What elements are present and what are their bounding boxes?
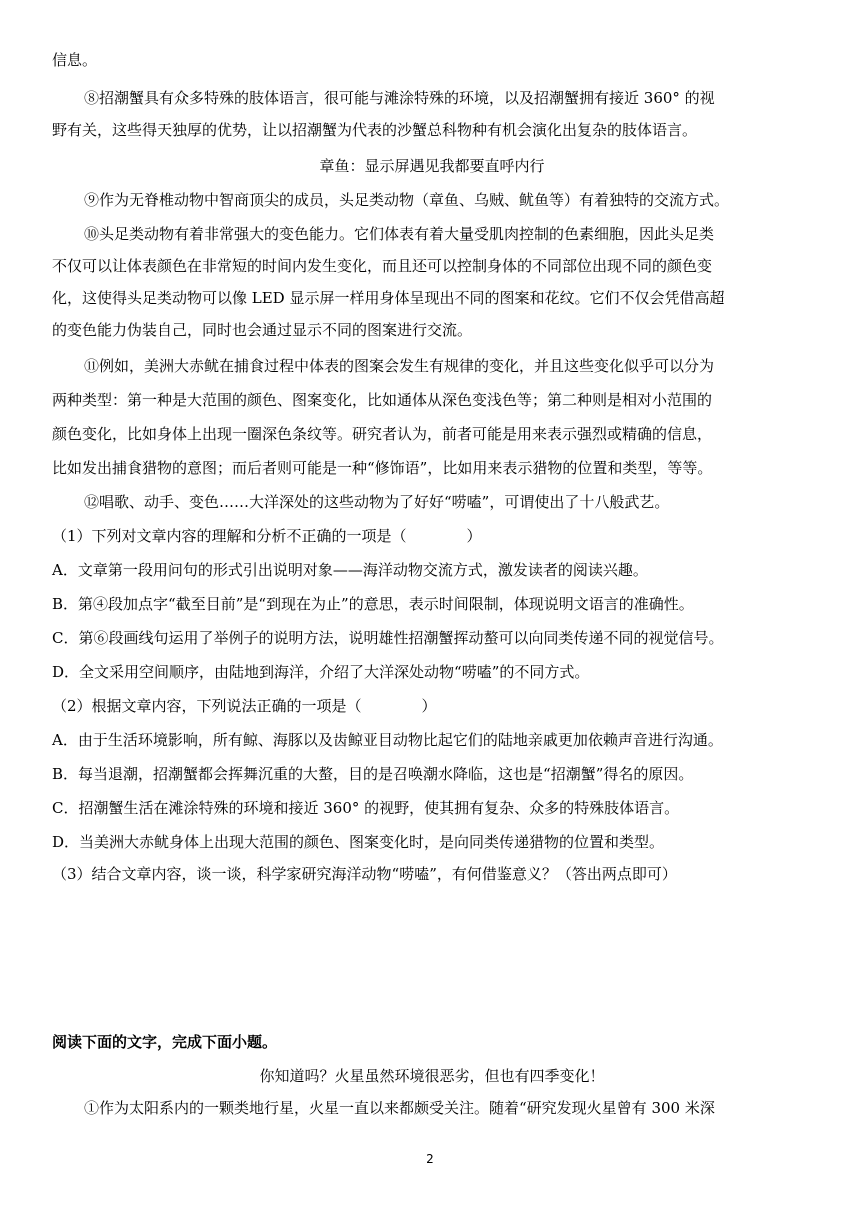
paragraph-10-line-1: ⑩头足类动物有着非常强大的变色能力。它们体表有着大量受肌肉控制的色素细胞，因此头足类	[84, 225, 715, 243]
question-2-option-b: B．每当退潮，招潮蟹都会挥舞沉重的大螯，目的是召唤潮水降临，这也是“招潮蟹”得名的原因。	[52, 765, 694, 783]
paragraph-8-line-1: ⑧招潮蟹具有众多特殊的肢体语言，很可能与滩涂特殊的环境，以及招潮蟹拥有接近 360° 的视	[84, 89, 715, 107]
paragraph-9: ⑨作为无脊椎动物中智商顶尖的成员，头足类动物（章鱼、乌贼、鱿鱼等）有着独特的交流方式。	[84, 191, 730, 209]
paragraph-8-line-2: 野有关，这些得天独厚的优势，让以招潮蟹为代表的沙蟹总科物种有机会演化出复杂的肢体语言。	[52, 121, 698, 139]
paragraph-11-line-2: 两种类型：第一种是大范围的颜色、图案变化，比如通体从深色变浅色等；第二种则是相对小范围的	[52, 391, 713, 409]
paragraph-10-line-4: 的变色能力伪装自己，同时也会通过显示不同的图案进行交流。	[52, 321, 473, 339]
question-1-option-b: B．第④段加点字“截至目前”是“到现在为止”的意思，表示时间限制，体现说明文语言的准确性。	[52, 595, 694, 613]
question-2-option-c: C．招潮蟹生活在滩涂特殊的环境和接近 360° 的视野，使其拥有复杂、众多的特殊肢体语言。	[52, 799, 680, 817]
question-3-stem: （3）结合文章内容，谈一谈，科学家研究海洋动物“唠嗑”，有何借鉴意义？（答出两点即可）	[52, 865, 677, 883]
article-title-mars: 你知道吗？火星虽然环境很恶劣，但也有四季变化！	[259, 1067, 605, 1085]
answer-space	[52, 890, 812, 1020]
paragraph-10-line-2: 不仅可以让体表颜色在非常短的时间内发生变化，而且还可以控制身体的不同部位出现不同的颜色变	[52, 257, 713, 275]
question-1-stem: （1）下列对文章内容的理解和分析不正确的一项是（ ）	[52, 527, 482, 545]
paragraph-11-line-4: 比如发出捕食猎物的意图；而后者则可能是一种“修饰语”，比如用来表示猎物的位置和类型，等等。	[52, 459, 713, 477]
question-2-stem: （2）根据文章内容，下列说法正确的一项是（ ）	[52, 697, 437, 715]
question-1-option-a: A．文章第一段用问句的形式引出说明对象——海洋动物交流方式，激发读者的阅读兴趣。	[52, 561, 648, 579]
reading-instruction: 阅读下面的文字，完成下面小题。	[52, 1033, 278, 1051]
question-2-option-a: A．由于生活环境影响，所有鲸、海豚以及齿鲸亚目动物比起它们的陆地亲戚更加依赖声音进行沟通。	[52, 731, 723, 749]
question-1-option-d: D．全文采用空间顺序，由陆地到海洋，介绍了大洋深处动物“唠嗑”的不同方式。	[52, 663, 590, 681]
paragraph-11-line-3: 颜色变化，比如身体上出现一圈深色条纹等。研究者认为，前者可能是用来表示强烈或精确的信息，	[52, 425, 713, 443]
article-paragraph-1: ①作为太阳系内的一颗类地行星，火星一直以来都颇受关注。随着“研究发现火星曾有 300 米深	[84, 1099, 715, 1117]
section-title-octopus: 章鱼：显示屏遇见我都要直呼内行	[319, 157, 545, 175]
paragraph-10-line-3: 化，这使得头足类动物可以像 LED 显示屏一样用身体呈现出不同的图案和花纹。它们不仅会凭借高超	[52, 289, 725, 307]
question-2-option-d: D．当美洲大赤鱿身体上出现大范围的颜色、图案变化时，是向同类传递猎物的位置和类型。	[52, 833, 665, 851]
paragraph-7-end: 信息。	[52, 51, 98, 69]
page-number: 2	[426, 1152, 434, 1166]
paragraph-12: ⑫唱歌、动手、变色……大洋深处的这些动物为了好好“唠嗑”，可谓使出了十八般武艺。	[84, 493, 670, 511]
paragraph-11-line-1: ⑪例如，美洲大赤鱿在捕食过程中体表的图案会发生有规律的变化，并且这些变化似乎可以分为	[84, 357, 715, 375]
question-1-option-c: C．第⑥段画线句运用了举例子的说明方法，说明雄性招潮蟹挥动螯可以向同类传递不同的视觉信号。	[52, 629, 724, 647]
